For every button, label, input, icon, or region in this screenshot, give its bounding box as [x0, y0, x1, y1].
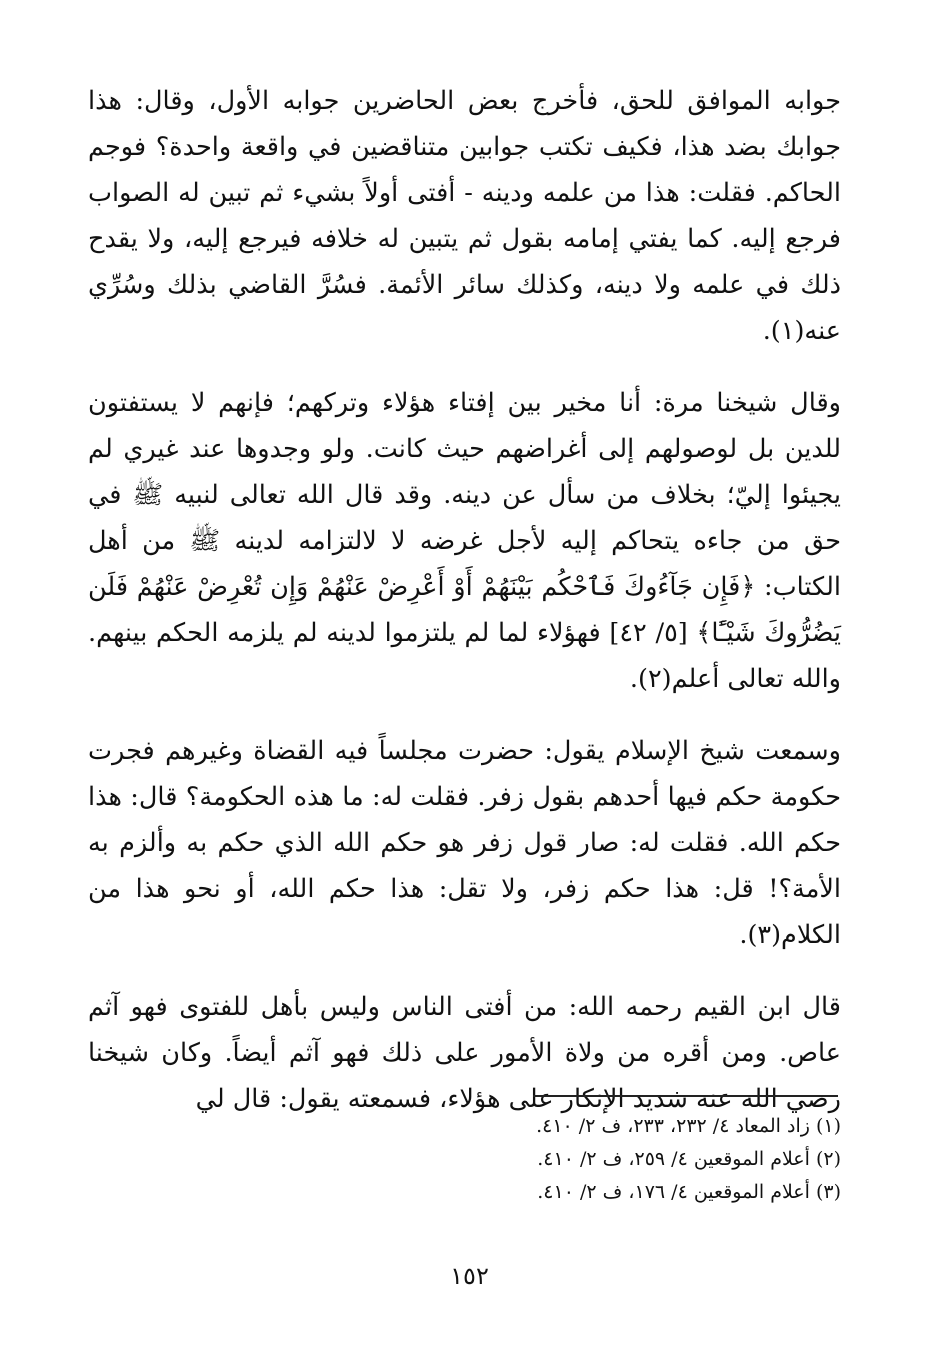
- footnotes: [421, 1110, 841, 1209]
- footnote-1: (١) زاد المعاد ٤/ ٢٣٢، ٢٣٣، ف ٢/ ٤١٠.: [536, 1115, 841, 1137]
- paragraph-4: قال ابن القيم رحمه الله: من أفتى الناس وليس بأهل للفتوى فهو آثم عاص. ومن أقره من ولاة الأمور على ذلك فهو آثم أيضاً. وكان شيخنا رضي الله عنه شديد الإنكار على هؤلاء، فسمعته يقول: قال لي: [88, 992, 841, 1114]
- paragraph-3: وسمعت شيخ الإسلام يقول: حضرت مجلساً فيه القضاة وغيرهم فجرت حكومة حكم فيها أحدهم بقول زفر. فقلت له: ما هذه الحكومة؟ قال: هذا حكم الله. فقلت له: صار قول زفر هو حكم الله الذي حكم به وألزم به الأمة؟! قل: هذا حكم زفر، ولا تقل: هذا حكم الله، أو نحو هذا من الكلام(٣).: [88, 736, 841, 950]
- footnote-3: (٣) أعلام الموقعين ٤/ ١٧٦، ف ٢/ ٤١٠.: [537, 1181, 841, 1203]
- paragraph-1: جوابه الموافق للحق، فأخرج بعض الحاضرين جوابه الأول، وقال: هذا جوابك بضد هذا، فكيف تكتب جوابين متناقضين في واقعة واحدة؟ فوجم الحاكم. فقلت: هذا من علمه ودينه - أفتى أولاً بشيء ثم تبين له الصواب فرجع إليه. كما يفتي إمامه بقول ثم يتبين له خلافه فيرجع إليه، ولا يقدح ذلك في علمه ولا دينه، وكذلك سائر الأئمة. فسُرَّ القاضي بذلك وسُرِّي عنه(١).: [88, 86, 841, 346]
- footnote-2: (٢) أعلام الموقعين ٤/ ٢٥٩، ف ٢/ ٤١٠.: [537, 1148, 841, 1170]
- footnote-divider: [533, 1095, 838, 1097]
- paragraph-2: وقال شيخنا مرة: أنا مخير بين إفتاء هؤلاء وتركهم؛ فإنهم لا يستفتون للدين بل لوصولهم إلى أغراضهم حيث كانت. ولو وجدوها عند غيري لم يجيئوا إليّ؛ بخلاف من سأل عن دينه. وقد قال الله تعالى لنبيه ﷺ في حق من جاءه يتحاكم إليه لأجل غرضه لا لالتزامه لدينه ﷺ من أهل الكتاب: ﴿فَإِن جَآءُوكَ فَٱحْكُم بَيْنَهُمْ أَوْ أَعْرِضْ عَنْهُمْ وَإِن تُعْرِضْ عَنْهُمْ فَلَن يَضُرُّوكَ شَيْـًٔا﴾ [٥/ ٤٢] فهؤلاء لما لم يلتزموا لدينه لم يلزمه الحكم بينهم. والله تعالى أعلم(٢).: [88, 388, 842, 694]
- page-number: ١٥٢: [450, 1262, 489, 1290]
- main-text: [88, 78, 841, 1122]
